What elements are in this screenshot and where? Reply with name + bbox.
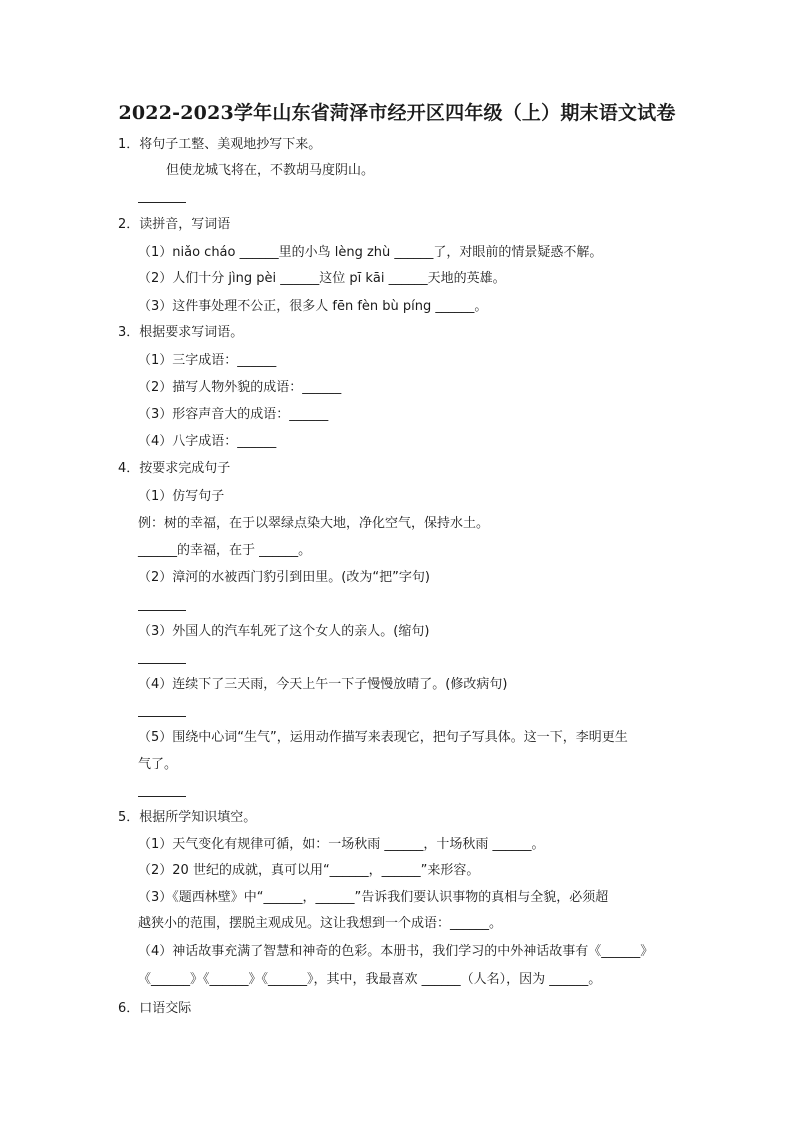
idiom-item-3: （3）形容声音大的成语：______ bbox=[138, 407, 329, 422]
sub-question-5-line-1: （5）围绕中心词“生气”，运用动作描写来表现它，把句子写具体。这一下，李明更生 bbox=[138, 730, 628, 745]
question-number: 1． bbox=[118, 137, 140, 152]
sub-question-5-line-2: 气了。 bbox=[138, 757, 178, 772]
answer-line[interactable] bbox=[138, 716, 186, 717]
idiom-item-4: （4）八字成语：______ bbox=[138, 434, 277, 449]
answer-line[interactable] bbox=[138, 796, 186, 797]
idiom-item-2: （2）描写人物外貌的成语：______ bbox=[138, 380, 342, 395]
fill-item-4-line-1: （4）神话故事充满了智慧和神奇的色彩。本册书，我们学习的中外神话故事有《______》 bbox=[138, 944, 654, 959]
question-prompt: 读拼音，写词语 bbox=[139, 217, 231, 232]
fill-item-3-line-2: 越狭小的范围，摆脱主观成见。这让我想到一个成语：______。 bbox=[138, 916, 503, 931]
fill-item-1: （1）天气变化有规律可循，如：一场秋雨 ______，十场秋雨 ______。 bbox=[138, 837, 545, 852]
fill-item-3-line-1: （3）《题西林壁》中“______，______”告诉我们要认识事物的真相与全貌，必须超 bbox=[138, 890, 609, 905]
question-number: 6． bbox=[118, 1001, 140, 1016]
question-2 bbox=[118, 216, 230, 234]
question-number: 4． bbox=[118, 461, 140, 476]
sub-question-4: （4）连续下了三天雨，今天上午一下子慢慢放晴了。(修改病句) bbox=[138, 677, 508, 692]
question-prompt: 根据所学知识填空。 bbox=[139, 810, 257, 825]
copy-sentence: 但使龙城飞将在，不教胡马度阴山。 bbox=[166, 163, 375, 178]
question-4 bbox=[118, 460, 230, 478]
question-5 bbox=[118, 809, 256, 827]
idiom-item-1: （1）三字成语：______ bbox=[138, 353, 277, 368]
pinyin-item-2: （2）人们十分 jìng pèi ______这位 pī kāi ______天地的英雄。 bbox=[138, 271, 506, 286]
fill-item-4-line-2: 《______》《______》《______》，其中，我最喜欢 ______（人名），因为 ______。 bbox=[138, 972, 602, 987]
question-number: 5． bbox=[118, 810, 140, 825]
answer-line[interactable] bbox=[138, 610, 186, 611]
imitation-sentence: ______的幸福，在于 ______。 bbox=[138, 543, 312, 558]
question-1 bbox=[118, 136, 321, 154]
question-prompt: 将句子工整、美观地抄写下来。 bbox=[139, 137, 322, 152]
fill-item-2: （2）20 世纪的成就，真可以用“______，______”来形容。 bbox=[138, 863, 480, 878]
sub-question-1-label: （1）仿写句子 bbox=[138, 489, 225, 504]
sub-question-3: （3）外国人的汽车轧死了这个女人的亲人。(缩句) bbox=[138, 624, 430, 639]
pinyin-item-3: （3）这件事处理不公正，很多人 fēn fèn bù píng ______。 bbox=[138, 299, 488, 314]
question-number: 3． bbox=[118, 325, 140, 340]
question-number: 2． bbox=[118, 217, 140, 232]
answer-line[interactable] bbox=[138, 663, 186, 664]
question-prompt: 根据要求写词语。 bbox=[139, 325, 244, 340]
example-sentence: 例：树的幸福，在于以翠绿点染大地，净化空气，保持水土。 bbox=[138, 516, 490, 531]
question-prompt: 口语交际 bbox=[139, 1001, 192, 1016]
answer-line[interactable] bbox=[138, 202, 186, 203]
question-prompt: 按要求完成句子 bbox=[139, 461, 231, 476]
pinyin-item-1: （1）niǎo cháo ______里的小鸟 lèng zhù ______了，对眼前的情景疑惑不解。 bbox=[138, 245, 603, 260]
question-3 bbox=[118, 324, 243, 342]
sub-question-2: （2）漳河的水被西门豹引到田里。(改为“把”字句) bbox=[138, 570, 430, 585]
question-6 bbox=[118, 1000, 191, 1018]
page-title: 2022-2023学年山东省菏泽市经开区四年级（上）期末语文试卷 bbox=[118, 102, 676, 124]
